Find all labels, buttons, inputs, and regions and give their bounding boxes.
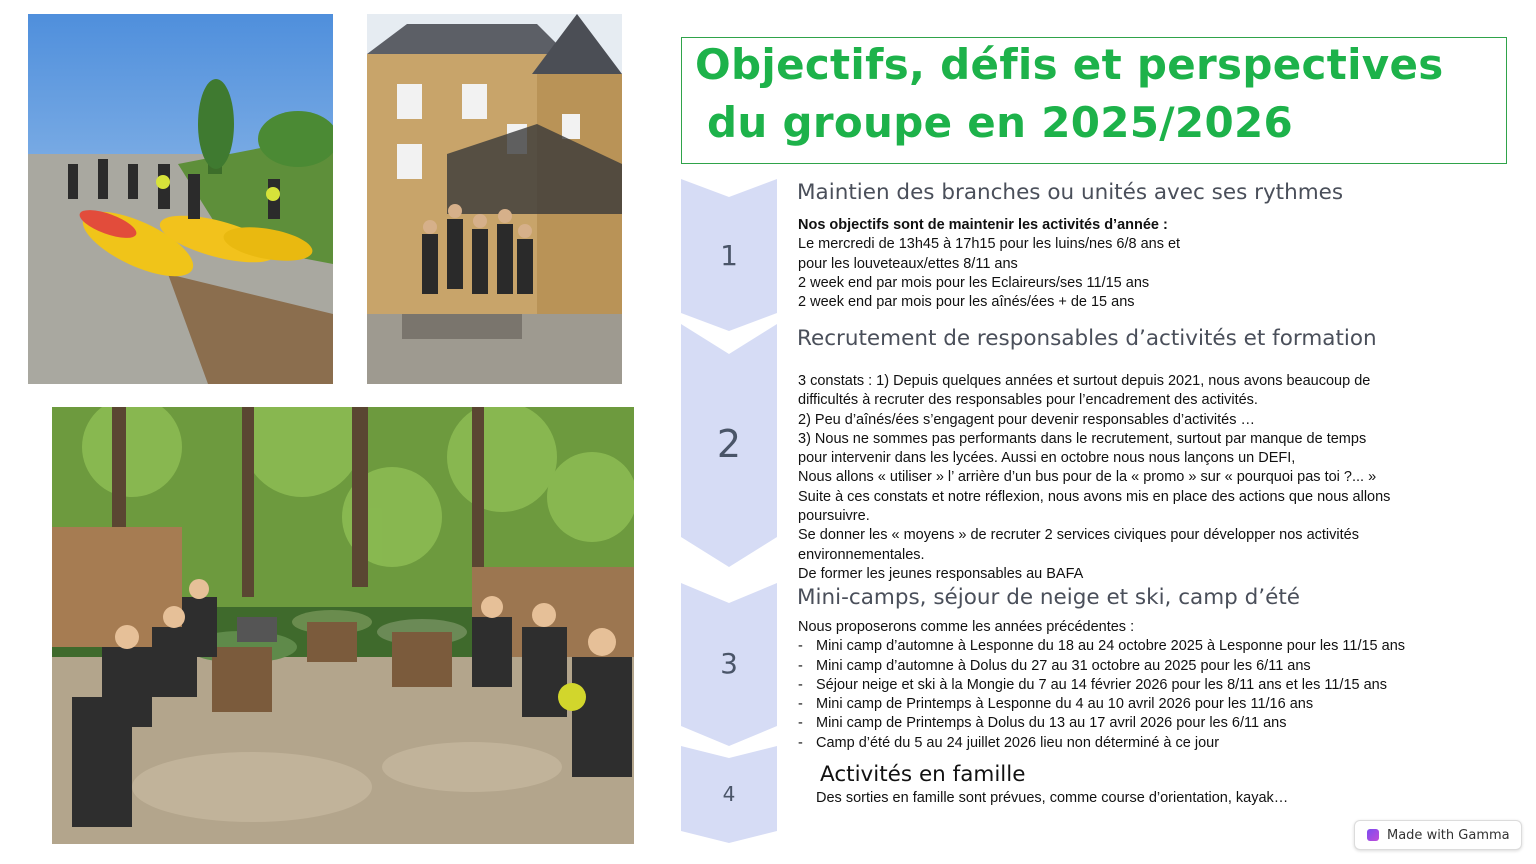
made-with-gamma-badge[interactable] [1354,820,1522,850]
chevron-2 [681,324,777,567]
section-4-body [816,789,1288,808]
section-3-heading: Mini-camps, séjour de neige et ski, camp d’été [797,585,1301,610]
section-3-list-item: - Mini camp de Printemps à Lesponne du 4 au 10 avril 2026 pour les 11/16 ans [798,695,1405,714]
castle-group-photo [367,14,622,384]
section-4-line: Des sorties en famille sont prévues, comme course d’orientation, kayak… [816,790,1289,806]
section-2-line: 2) Peu d’aînés/ées s’engagent pour devenir responsables d’activités … [798,411,1256,428]
section-2-heading: Recrutement de responsables d’activités et formation [797,326,1377,351]
chevron-4 [681,746,777,843]
section-3-body [798,618,1405,753]
section-3-list-item: - Mini camp d’automne à Lesponne du 18 au 24 octobre 2025 à Lesponne pour les 11/15 ans [798,637,1405,656]
section-2-line: 3) Nous ne sommes pas performants dans le recrutement, surtout par manque de temps [798,430,1367,447]
section-2-line: Nous allons « utiliser » l’ arrière d’un bus pour de la « promo » sur « pourquoi pas toi ?... » [798,469,1377,486]
section-2-line: pour intervenir dans les lycées. Aussi en octobre nous nous lançons un DEFI, [798,450,1296,467]
title-box [681,37,1507,164]
section-3-list-item: - Camp d’été du 5 au 24 juillet 2026 lieu non déterminé à ce jour [798,734,1405,753]
section-2-line: 3 constats : 1) Depuis quelques années et surtout depuis 2021, nous avons beaucoup de [798,373,1371,389]
section-1-body [798,216,1180,312]
forest-meeting-photo [52,407,634,844]
section-2-line: poursuivre. [798,508,870,525]
kayak-group-photo [28,14,333,384]
section-2-line: Suite à ces constats et notre réflexion, nous avons mis en place des actions que nous allons [798,488,1391,505]
section-3-list-item: - Séjour neige et ski à la Mongie du 7 au 14 février 2026 pour les 8/11 ans et les 11/15 ans [798,676,1405,695]
section-1-line: 2 week end par mois pour les Eclaireurs/ses 11/15 ans [798,274,1150,291]
chevron-3 [681,583,777,746]
section-1-line: Nos objectifs sont de maintenir les activités d’année : [798,217,1168,233]
section-2-line: De former les jeunes responsables au BAFA [798,565,1084,582]
section-3-list-item: - Mini camp de Printemps à Dolus du 13 au 17 avril 2026 pour les 6/11 ans [798,714,1405,733]
section-4-heading: Activités en famille [820,762,1026,787]
step-number-4: 4 [722,782,736,806]
step-number-2: 2 [716,422,742,466]
title-line-1: Objectifs, défis et perspectives [695,40,1444,89]
section-2-line: environnementales. [798,546,925,563]
gamma-logo-icon [1367,829,1379,841]
section-2-line: difficultés à recruter des responsables pour l’encadrement des activités. [798,392,1258,409]
step-number-1: 1 [720,239,738,272]
section-1-line: 2 week end par mois pour les aînés/ées + de 15 ans [798,294,1135,311]
section-1-line: Le mercredi de 13h45 à 17h15 pour les luins/nes 6/8 ans et [798,236,1181,253]
title-line-2: du groupe en 2025/2026 [707,98,1294,147]
section-3-intro: Nous proposerons comme les années précédentes : [798,619,1135,635]
section-1-heading: Maintien des branches ou unités avec ses rythmes [797,180,1344,205]
section-2-line: Se donner les « moyens » de recruter 2 services civiques pour développer nos activités [798,527,1359,544]
badge-label: Made with Gamma [1387,827,1510,843]
section-3-list-item: - Mini camp d’automne à Dolus du 27 au 31 octobre au 2025 pour les 6/11 ans [798,657,1405,676]
section-2-body [798,372,1390,584]
chevron-1 [681,179,777,331]
section-1-line: pour les louveteaux/ettes 8/11 ans [798,255,1018,272]
step-number-3: 3 [720,647,738,680]
